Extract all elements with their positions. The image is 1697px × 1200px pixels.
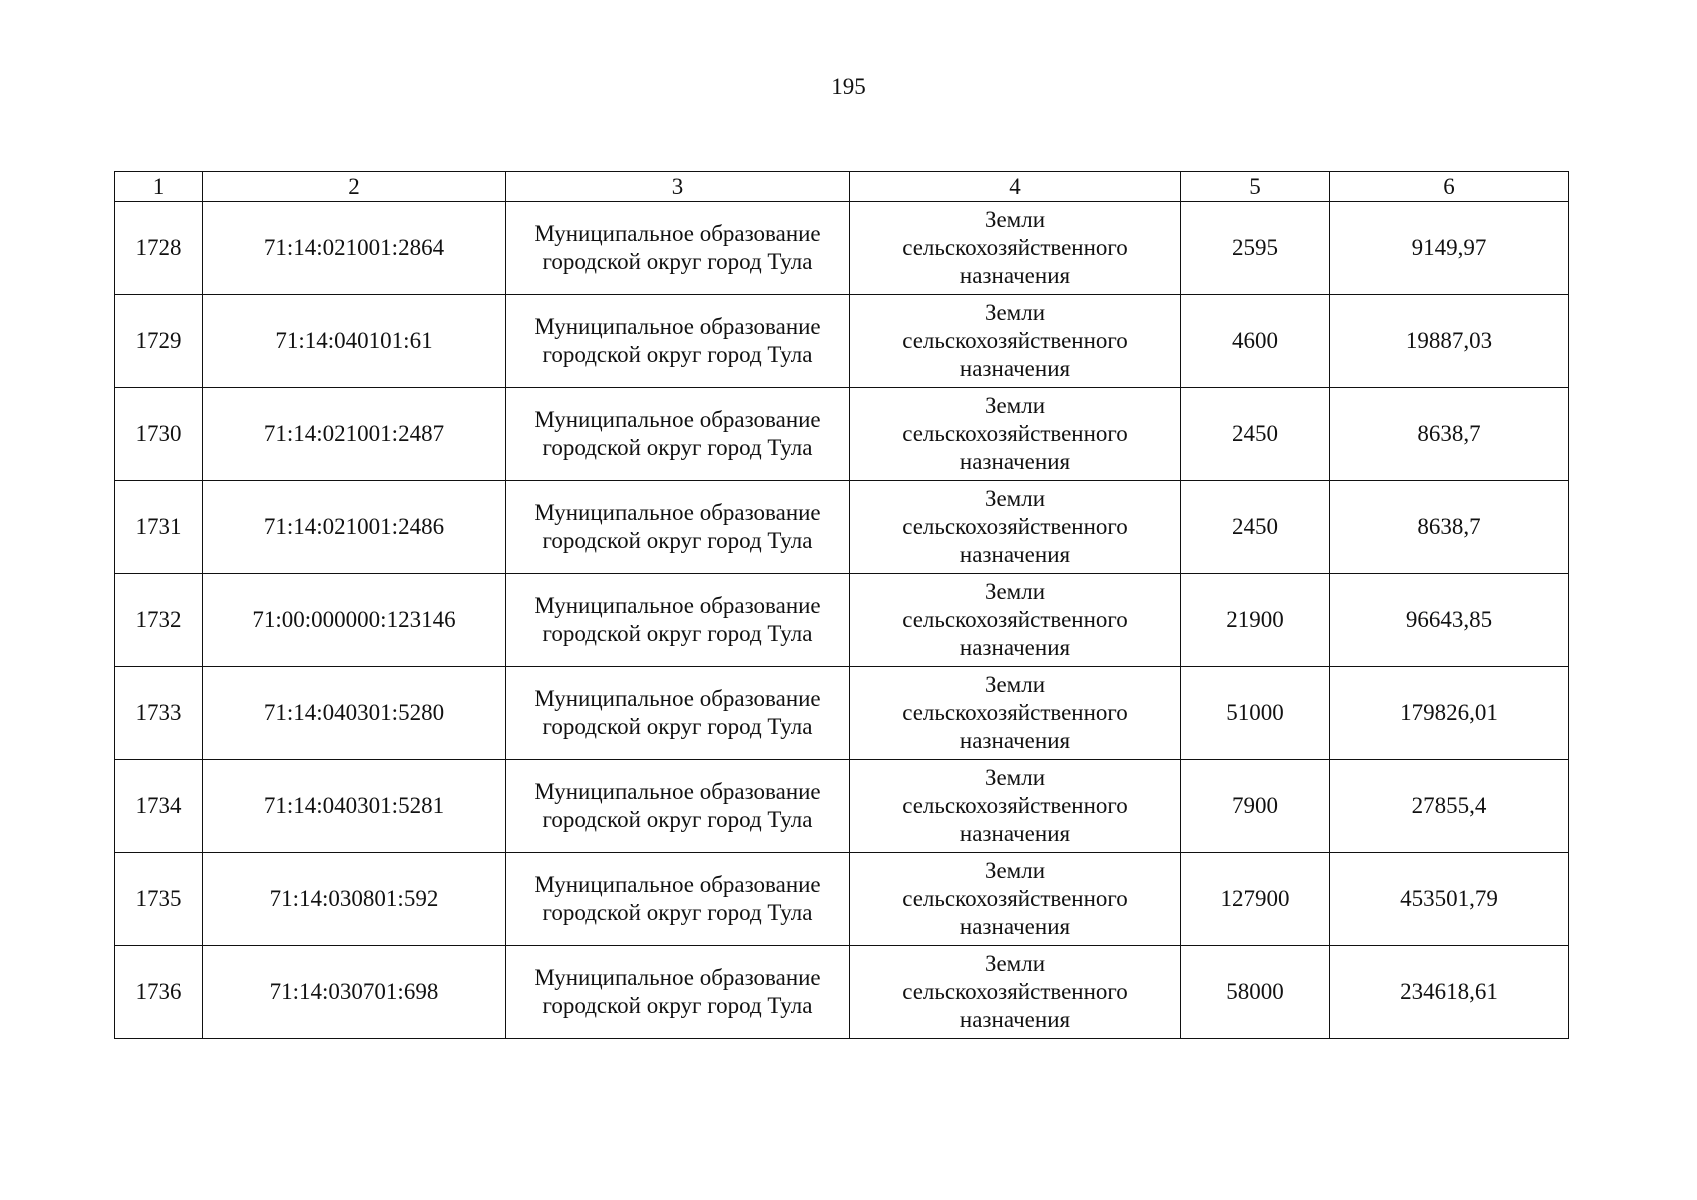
category-line: Земли (984, 858, 1046, 883)
row-number-cell: 1733 (115, 667, 203, 760)
category-line: сельскохозяйственного (902, 979, 1128, 1004)
category-line: Земли (984, 393, 1046, 418)
land-category-cell (850, 760, 1181, 853)
category-line: сельскохозяйственного (902, 607, 1128, 632)
land-category-cell (850, 481, 1181, 574)
value-cell: 453501,79 (1330, 853, 1569, 946)
category-line: сельскохозяйственного (902, 793, 1128, 818)
category-line: назначения (959, 449, 1071, 474)
value-cell: 96643,85 (1330, 574, 1569, 667)
land-category-cell (850, 853, 1181, 946)
category-line: назначения (959, 263, 1071, 288)
value-cell: 179826,01 (1330, 667, 1569, 760)
owner-line: Муниципальное образование (534, 500, 821, 525)
owner-line: городской округ город Тула (542, 993, 813, 1018)
category-line: Земли (984, 579, 1046, 604)
land-category-cell (850, 667, 1181, 760)
owner-line: Муниципальное образование (534, 965, 821, 990)
row-number-cell: 1735 (115, 853, 203, 946)
category-line: Земли (984, 207, 1046, 232)
category-line: назначения (959, 1007, 1071, 1032)
category-line: Земли (984, 951, 1046, 976)
table-row (115, 574, 1569, 667)
header-row (115, 172, 1569, 202)
table-row (115, 760, 1569, 853)
owner-cell (506, 295, 850, 388)
row-number-cell: 1728 (115, 202, 203, 295)
value-cell: 19887,03 (1330, 295, 1569, 388)
category-line: назначения (959, 914, 1071, 939)
owner-line: городской округ город Тула (542, 435, 813, 460)
row-number-cell: 1730 (115, 388, 203, 481)
column-header-2: 2 (203, 172, 506, 202)
owner-cell (506, 202, 850, 295)
owner-line: городской округ город Тула (542, 249, 813, 274)
owner-line: городской округ город Тула (542, 342, 813, 367)
value-cell: 8638,7 (1330, 388, 1569, 481)
owner-line: Муниципальное образование (534, 314, 821, 339)
column-header-1: 1 (115, 172, 203, 202)
row-number-cell: 1732 (115, 574, 203, 667)
value-cell: 8638,7 (1330, 481, 1569, 574)
cadastral-number-cell: 71:14:030701:698 (203, 946, 506, 1039)
column-header-5: 5 (1181, 172, 1330, 202)
owner-line: городской округ город Тула (542, 900, 813, 925)
category-line: назначения (959, 542, 1071, 567)
cadastral-number-cell: 71:14:040301:5281 (203, 760, 506, 853)
category-line: назначения (959, 635, 1071, 660)
area-cell: 2595 (1181, 202, 1330, 295)
row-number-cell: 1736 (115, 946, 203, 1039)
land-category-cell (850, 202, 1181, 295)
land-registry-table (114, 171, 1569, 1039)
cadastral-number-cell: 71:14:021001:2864 (203, 202, 506, 295)
column-header-3: 3 (506, 172, 850, 202)
row-number-cell: 1729 (115, 295, 203, 388)
owner-line: Муниципальное образование (534, 872, 821, 897)
owner-line: Муниципальное образование (534, 221, 821, 246)
value-cell: 234618,61 (1330, 946, 1569, 1039)
table-row (115, 946, 1569, 1039)
owner-cell (506, 481, 850, 574)
land-category-cell (850, 946, 1181, 1039)
owner-line: Муниципальное образование (534, 779, 821, 804)
owner-line: Муниципальное образование (534, 686, 821, 711)
category-line: Земли (984, 300, 1046, 325)
value-cell: 27855,4 (1330, 760, 1569, 853)
category-line: сельскохозяйственного (902, 235, 1128, 260)
owner-cell (506, 574, 850, 667)
cadastral-number-cell: 71:14:021001:2486 (203, 481, 506, 574)
land-category-cell (850, 388, 1181, 481)
column-header-4: 4 (850, 172, 1181, 202)
owner-line: городской округ город Тула (542, 807, 813, 832)
owner-line: городской округ город Тула (542, 714, 813, 739)
area-cell: 21900 (1181, 574, 1330, 667)
owner-line: городской округ город Тула (542, 528, 813, 553)
table-row (115, 202, 1569, 295)
cadastral-number-cell: 71:14:040101:61 (203, 295, 506, 388)
cadastral-number-cell: 71:00:000000:123146 (203, 574, 506, 667)
cadastral-number-cell: 71:14:030801:592 (203, 853, 506, 946)
category-line: сельскохозяйственного (902, 328, 1128, 353)
category-line: сельскохозяйственного (902, 421, 1128, 446)
table-row (115, 388, 1569, 481)
page-number: 195 (831, 74, 866, 99)
category-line: назначения (959, 356, 1071, 381)
category-line: сельскохозяйственного (902, 886, 1128, 911)
area-cell: 7900 (1181, 760, 1330, 853)
area-cell: 4600 (1181, 295, 1330, 388)
category-line: Земли (984, 765, 1046, 790)
column-header-6: 6 (1330, 172, 1569, 202)
table-row (115, 481, 1569, 574)
row-number-cell: 1731 (115, 481, 203, 574)
area-cell: 127900 (1181, 853, 1330, 946)
category-line: Земли (984, 672, 1046, 697)
area-cell: 2450 (1181, 388, 1330, 481)
table-row (115, 295, 1569, 388)
value-cell: 9149,97 (1330, 202, 1569, 295)
owner-line: Муниципальное образование (534, 593, 821, 618)
category-line: сельскохозяйственного (902, 514, 1128, 539)
owner-cell (506, 388, 850, 481)
land-category-cell (850, 574, 1181, 667)
category-line: назначения (959, 728, 1071, 753)
owner-cell (506, 760, 850, 853)
cadastral-number-cell: 71:14:021001:2487 (203, 388, 506, 481)
table-row (115, 853, 1569, 946)
land-category-cell (850, 295, 1181, 388)
cadastral-number-cell: 71:14:040301:5280 (203, 667, 506, 760)
owner-cell (506, 853, 850, 946)
category-line: назначения (959, 821, 1071, 846)
table-row (115, 667, 1569, 760)
category-line: Земли (984, 486, 1046, 511)
owner-line: Муниципальное образование (534, 407, 821, 432)
owner-cell (506, 946, 850, 1039)
row-number-cell: 1734 (115, 760, 203, 853)
area-cell: 58000 (1181, 946, 1330, 1039)
owner-line: городской округ город Тула (542, 621, 813, 646)
category-line: сельскохозяйственного (902, 700, 1128, 725)
area-cell: 2450 (1181, 481, 1330, 574)
area-cell: 51000 (1181, 667, 1330, 760)
owner-cell (506, 667, 850, 760)
